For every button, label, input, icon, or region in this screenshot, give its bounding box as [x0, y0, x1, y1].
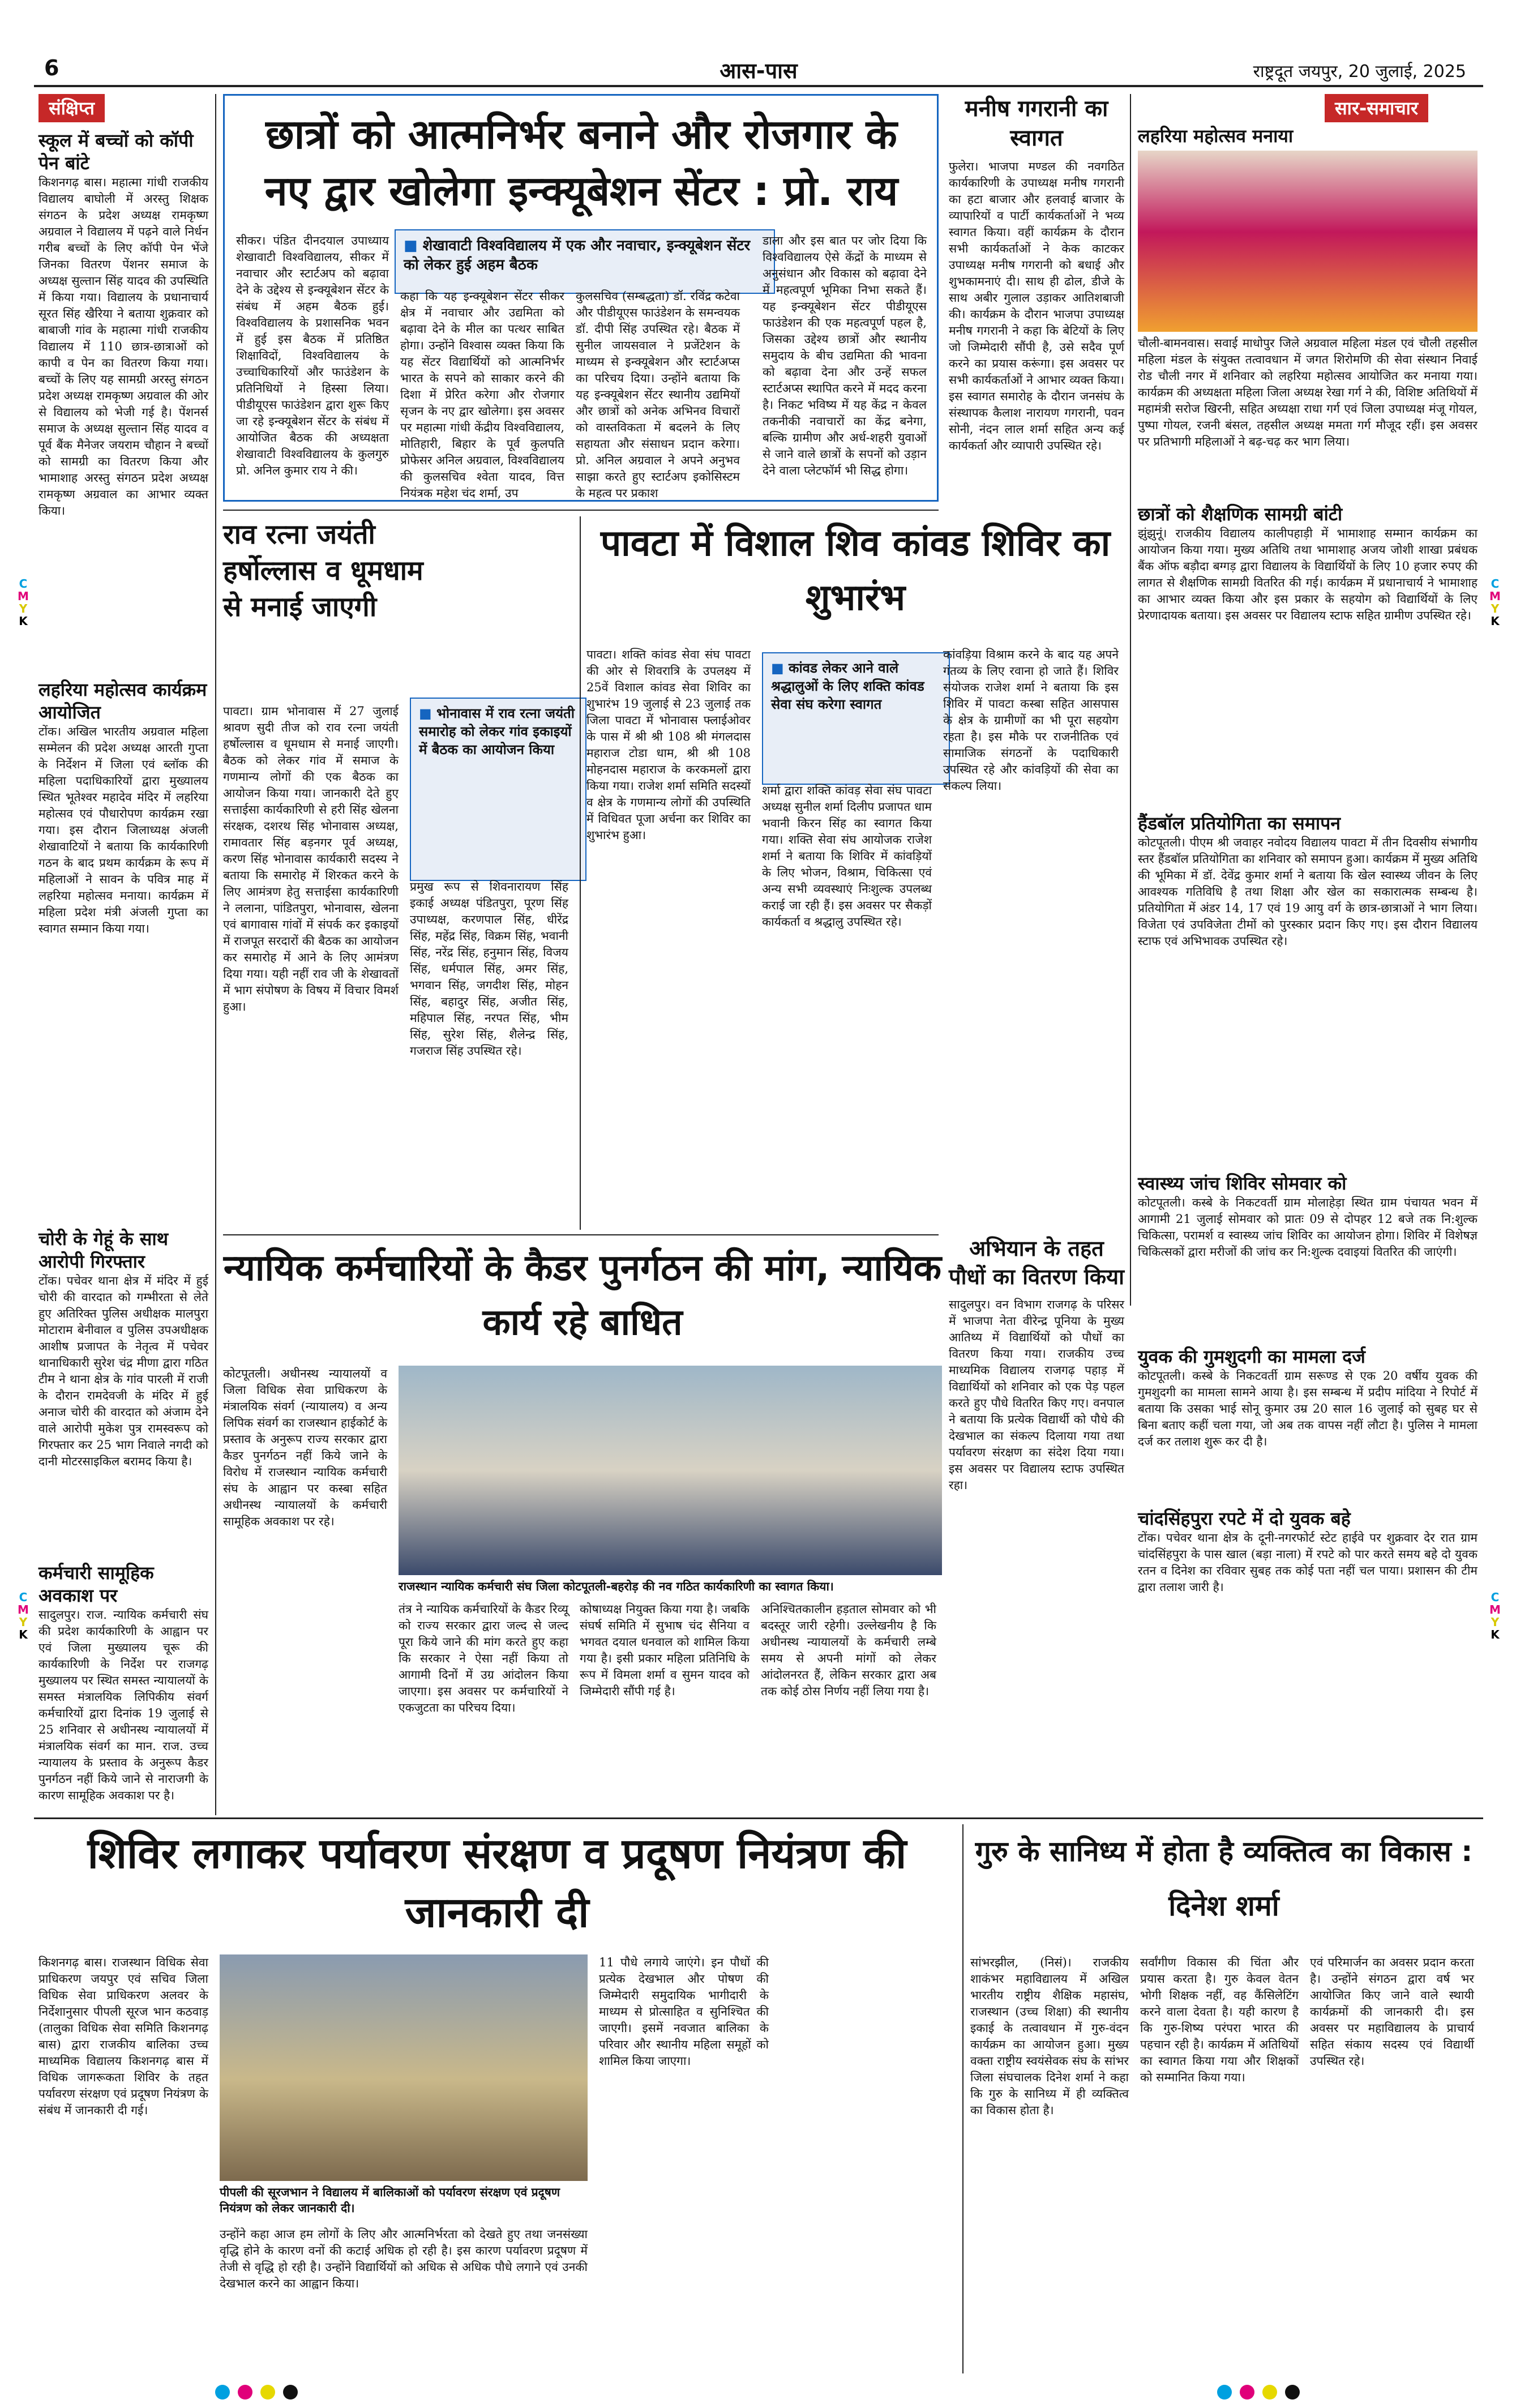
square-bullet-icon: ■ [419, 705, 437, 721]
brief-tag: संक्षिप्त [38, 94, 105, 122]
right-2-body: झुंझुनूं। राजकीय विद्यालय कालीपहाड़ी में भामाशाह सम्मान कार्यक्रम का आयोजन किया गया। मुख्य अतिथि तथा भामाशाह अजय जोशी शाखा प्रबंधक बैंक ऑफ बड़ौदा बग्गड़ द्वारा विद्यालय के विद्यार्थियों के लिए 10 हजार रुपए की लागत से शैक्षणिक सामग्री वितरित की गई। कार्यक्रम में प्रधानाचार्य ने भामाशाह का आभार व्यक्त किया और इस प्रकार के सहयोग को विद्यार्थियों के लिए प्रेरणादायक बताया। इस अवसर पर विद्यालय स्टाफ सहित ग्रामीण उपस्थित रहे। [1138, 527, 1478, 622]
brief-2-body: टोंक। अखिल भारतीय अग्रवाल महिला सम्मेलन की प्रदेश अध्यक्ष आरती गुप्ता के निर्देशन में जिला एवं ब्लॉक की महिला पदाधिकारियों द्वारा मुख्यालय स्थित भूतेश्वर महादेव मंदिर में लहरिया महोत्सव एवं पौधारोपण कार्यक्रम रखा गया। इस दौरान जिलाध्यक्ष अंजली शेखावाटियों ने बताया कि कार्यकारिणी गठन के बाद प्रथम कार्यक्रम के रूप में महिलाओं ने सावन के पवित्र माह में लहरिया महोत्सव मनाया। कार्यक्रम में महिला प्रदेश मंत्री अंजली गुप्ता का स्वागत सम्मान किया गया। [38, 725, 208, 935]
lead-story [223, 94, 939, 502]
brief-4-title: कर्मचारी सामूहिक अवकाश पर [38, 1562, 154, 1606]
brief-1-title: स्कूल में बच्चों को कॉपी पेन बांटे [38, 130, 194, 174]
judicial-col-4: अनिश्चितकालीन हड़ताल सोमवार को भी बदस्तूर जारी रहेगी। उल्लेखनीय है कि अधीनस्थ न्यायालयों के कर्मचारी लम्बे समय से अपनी मांगों को लेकर आंदोलनरत हैं, लेकिन सरकार द्वारा अब तक कोई ठोस निर्णय नहीं लिया गया है। [761, 1602, 936, 1698]
manish-body: फुलेरा। भाजपा मण्डल की नवगठित कार्यकारिणी के उपाध्यक्ष मनीष गगरानी का हटा बाजार और हलवाई बाजार के व्यापारियों व पार्टी कार्यकर्ताओं ने भव्य स्वागत किया। वहीं कार्यक्रम के दौरान सभी कार्यकर्ताओं ने केक काटकर उपाध्यक्ष मनीष गगरानी को बधाई और शुभकामनाएं दी। साथ ही ढोल, डीजे के साथ अबीर गुलाल उड़ाकर आतिशबाजी की। कार्यक्रम के दौरान भाजपा उपाध्यक्ष मनीष गगरानी ने कहा कि बेटियों के लिए जो जिम्मेदारी सौंपी है, उसे सदैव पूर्ण करने का प्रयास करूंगा। इस अवसर पर सभी कार्यकर्ताओं ने आभार व्यक्त किया। इस स्वागत समारोह के दौरान जनसंघ के संस्थापक कैलाश नारायण गगरानी, पवन सोनी, नंदन लाल शर्मा सहित अन्य कई कार्यकर्ता और व्यापारी उपस्थित रहे। [949, 160, 1124, 452]
right-2-title: छात्रों को शैक्षणिक सामग्री बांटी [1138, 503, 1343, 525]
plants-story [949, 1234, 1124, 1800]
env-headline: शिविर लगाकर पर्यावरण संरक्षण व प्रदूषण नियंत्रण की जानकारी दी [87, 1829, 907, 1937]
mid-rule-2 [223, 1234, 939, 1235]
brief-4-body: सादुलपुर। राज. न्यायिक कर्मचारी संघ की प्रदेश कार्यकारिणी के आह्वान पर एवं जिला मुख्यालय चूरू की कार्यकारिणी के निर्देश पर राजगढ़ मुख्यालय पर स्थित समस्त न्यायालयों के समस्त मंत्रालयिक लिपिकीय संवर्ग कर्मचारियों द्वारा दिनांक 19 जुलाई से 25 शनिवार से अधीनस्थ न्यायालयों में मंत्रालयिक संवर्ग का मान. राज. उच्च न्यायालय के प्रस्ताव के अनुरूप कैडर पुनर्गठन नहीं किये जाने से नाराजगी के कारण सामूहिक अवकाश पर है। [38, 1608, 208, 1802]
pawata-story [586, 516, 1124, 1230]
right-3-title: हैंडबॉल प्रतियोगिता का समापन [1138, 812, 1341, 834]
pawata-subhead [762, 652, 950, 785]
left-column [38, 94, 208, 1804]
lead-col-4: डाला और इस बात पर जोर दिया कि विश्वविद्यालय ऐसे केंद्रों के माध्यम से अनुसंधान और विकास को बढ़ावा देने में महत्वपूर्ण भूमिका निभा सकते हैं। यह इन्क्यूबेशन सेंटर पीडीयूएस फाउंडेशन की एक महत्वपूर्ण पहल है, जिसका उद्देश्य छात्रों और स्थानीय समुदाय के बीच उद्यमिता की भावना को बढ़ावा देना और उन्हें सफल स्टार्टअप्स स्थापित करने में मदद करना है। निकट भविष्य में यह केंद्र न केवल तकनीकी नवाचारों का केंद्र बनेगा, बल्कि ग्रामीण और अर्ध-शहरी युवाओं से जाने वाले छात्रों के सपनों को उड़ान देने वाला प्लेटफॉर्म भी सिद्ध होगा। [763, 234, 927, 477]
registration-dot-yellow [260, 2385, 275, 2400]
right-5-title: युवक की गुमशुदगी का मामला दर्ज [1138, 1346, 1365, 1367]
guru-story [970, 1824, 1478, 2379]
right-5-body: कोटपूतली। कस्बे के निकटवर्ती ग्राम सरूण्ड से एक 20 वर्षीय युवक की गुमशुदगी का मामला सामने आया है। इस सम्बन्ध में प्रदीप मांदिया ने रिपोर्ट में बताया कि उसका भाई सोनू कुमार उम्र 20 साल 16 जुलाई को सुबह घर से बिना बताए कहीं चला गया, जो अब तक वापस नहीं लौटा है। पुलिस ने मामला दर्ज कर तलाश शुरू कर दी है। [1138, 1369, 1478, 1448]
right-4-title: स्वास्थ्य जांच शिविर सोमवार को [1138, 1173, 1347, 1194]
brief-1-body: किशनगढ़ बास। महात्मा गांधी राजकीय विद्यालय बाघोली में अरस्तु शिक्षक संगठन के प्रदेश अध्यक्ष रामकृष्ण अग्रवाल ने विद्यालय में पढ़ने वाले निर्धन गरीब बच्चों के लिए कॉपी पेन भेंजे जिनका वितरण पेंशनर समाज के अध्यक्ष सुल्तान सिंह यादव की उपस्थिति में किया गया। विद्यालय के प्रधानाचार्य सूरत सिंह खैरिया ने बताया शुक्रवार को बाबाजी गांव के महात्मा गांधी राजकीय विद्यालय में 110 छात्र-छात्राओं को कापी व पेन का वितरण किया गया। बच्चों के लिए यह सामग्री अरस्तु संगठन प्रदेश अध्यक्ष रामकृष्ण अग्रवाल की ओर से विद्यालय को भेजी गई है। पेंशनर्स समाज के अध्यक्ष सुल्तान सिंह यादव व पूर्व बैंक मैनेजर जयराम चौहान ने बच्चों को सामग्री का वितरण किया और भामाशाह अरस्तु संगठन प्रदेश अध्यक्ष रामकृष्ण अग्रवाल का आभार व्यक्त किया। [38, 176, 208, 517]
mid-rule-1 [223, 510, 939, 511]
left-col-rule [215, 94, 216, 1815]
cmyk-marks-right-lower: C M Y K [1489, 1590, 1501, 1641]
env-caption: पीपली की सूरजभान ने विद्यालय में बालिकाओं को पर्यावरण संरक्षण एवं प्रदूषण नियंत्रण को लेकर जानकारी दी। [220, 2185, 560, 2215]
cmyk-marks-right: C M Y K [1489, 577, 1501, 628]
cmyk-marks-left: C M Y K [18, 577, 29, 628]
env-story [38, 1824, 956, 2379]
right-1-body: चौली-बामनवास। सवाई माधोपुर जिले अग्रवाल महिला मंडल एवं चौली तहसील महिला मंडल के संयुक्त तत्वावधान में जगत शिरोमणि की सेवा संस्थान निवाई रोड चौली नगर में शनिवार को लहरिया महोत्सव आयोजित कर मनाया गया। कार्यक्रम की अध्यक्षता महिला जिला अध्यक्ष रेखा गर्ग ने की, विशिष्ट अतिथियों में महामंत्री सरोज खिरनी, सहित अध्यक्षा राधा गर्ग एवं जिला उपाध्यक्ष मंजू गोयल, पुष्पा गोयल, रजनी बंसल, तहसील अध्यक्ष ममता गर्ग मौजूद रहीं। इस अवसर पर प्रतिभागी महिलाओं ने बढ़-चढ़ कर भाग लिया। [1138, 336, 1478, 448]
brief-3-title: चोरी के गेहूं के साथ आरोपी गिरफ्तार [38, 1228, 169, 1272]
rao-body-2: प्रमुख रूप से शिवनारायण सिंह इकाई अध्यक्ष पंडितपुरा, पूरण सिंह उपाध्यक्ष, करणपाल सिंह, धीरेंद्र सिंह, महेंद्र सिंह, विक्रम सिंह, भवानी सिंह, नरेंद्र सिंह, हनुमान सिंह, विजय सिंह, धर्मपाल सिंह, अमर सिंह, भगवान सिंह, जगदीश सिंह, मोहन सिंह, बहादुर सिंह, अजीत सिंह, महिपाल सिंह, नरपत सिंह, भीम सिंह, सुरेश सिंह, शैलेन्द्र सिंह, गजराज सिंह उपस्थित रहे। [410, 880, 568, 1058]
rao-headline: राव रत्ना जयंती हर्षोल्लास व धूमधाम से मनाई जाएगी [223, 519, 423, 623]
pawata-col-3: कांवड़िया विश्राम करने के बाद यह अपने गंतव्य के लिए रवाना हो जाते हैं। शिविर संयोजक राजेश शर्मा ने बताया कि इस शिविर में पावटा कस्बा सहित आसपास के क्षेत्र के ग्रामीणों का भी पूरा सहयोग रहता है। इस मौके पर राजनीतिक एवं सामाजिक संगठनों के पदाधिकारी उपस्थित रहे और कांवड़ियों की सेवा का संकल्प लिया। [943, 648, 1119, 793]
news-summary-tag: सार-समाचार [1325, 94, 1428, 122]
pawata-col-2: शर्मा द्वारा शक्ति कांवड़ सेवा संघ पावटा अध्यक्ष सुनील शर्मा दिलीप प्रजापत धाम भवानी किरन सिंह का स्वागत किया गया। शक्ति सेवा संघ आयोजक राजेश शर्मा ने बताया कि शिविर में कांवड़ियों के लिए भोजन, विश्राम, चिकित्सा एवं अन्य सभी व्यवस्थाएं निःशुल्क उपलब्ध कराई जा रही हैं। इस अवसर पर सैकड़ों कार्यकर्ता व श्रद्धालु उपस्थित रहे। [762, 784, 932, 929]
registration-dot-magenta-2 [1240, 2385, 1254, 2400]
registration-dot-black-2 [1285, 2385, 1300, 2400]
manish-story [949, 94, 1124, 581]
rao-story [223, 516, 574, 1230]
judicial-caption: राजस्थान न्यायिक कर्मचारी संघ जिला कोटपूतली-बहरोड़ की नव गठित कार्यकारिणी का स्वागत किया। [399, 1580, 834, 1593]
rao-body: पावटा। ग्राम भोनावास में 27 जुलाई श्रावण सुदी तीज को राव रत्ना जयंती हर्षोल्लास व धूमधाम से मनाई जाएगी। बैठक को लेकर गांव में समाज के गणमान्य लोगों की एक बैठक का आयोजन किया गया। जानकारी देते हुए सत्ताईसा कार्यकारिणी से हरी सिंह खेलना संरक्षक, दशरथ सिंह भोनावास अध्यक्ष, रामावतार सिंह बड़नगर पूर्व अध्यक्ष, करण सिंह भोनावास कार्यकारी सदस्य ने बताया कि समारोह में शिरकत करने के लिए आमंत्रण हेतु सत्ताईसा कार्यकारिणी ने ललाना, पांडितपुरा, भोनावास, खेलना एवं बागावास गांवों में संपर्क कर इकाइयों में राजपूत सरदारों की बैठक का आयोजन कर समारोह में आने के लिए आमंत्रण दिया गया। यही नहीं राव जी के शेखावतों में भाग संपोषण के विषय में विचार विमर्श हुआ। [223, 704, 399, 1013]
paper-dateline: राष्ट्रदूत जयपुर, 20 जुलाई, 2025 [1253, 62, 1466, 82]
lead-subhead [395, 229, 775, 294]
judicial-col-1: कोटपूतली। अधीनस्थ न्यायालयों व जिला विधिक सेवा प्राधिकरण के मंत्रालयिक संवर्ग (न्यायालय) व अन्य लिपिक संवर्ग का राजस्थान हाईकोर्ट के प्रस्ताव के अनुरूप राज्य सरकार द्वारा कैडर पुनर्गठन नहीं किये जाने के विरोध में राजस्थान न्यायिक कर्मचारी संघ के आह्वान पर कस्बा सहित अधीनस्थ न्यायालयों के कर्मचारी सामूहिक अवकाश पर रहे। [223, 1367, 387, 1528]
right-column [1138, 94, 1478, 1804]
bottom-rule [34, 1817, 1483, 1819]
manish-rule [1130, 94, 1131, 1306]
registration-dot-black [283, 2385, 298, 2400]
judicial-col-2: तंत्र ने न्यायिक कर्मचारियों के कैडर रिव्यू को राज्य सरकार द्वारा जल्द से जल्द पूरा किये जाने की मांग करते हुए कहा कि सरकार ने ऐसा नहीं किया तो आगामी दिनों में उग्र आंदोलन किया जाएगा। इस अवसर पर कर्मचारियों ने एकजुटता का परिचय दिया। [399, 1602, 568, 1714]
right-6-title: चांदसिंहपुरा रपटे में दो युवक बहे [1138, 1508, 1351, 1529]
judicial-headline: न्यायिक कर्मचारियों के कैडर पुनर्गठन की मांग, न्यायिक कार्य रहे बाधित [223, 1247, 942, 1344]
pawata-col-1: पावटा। शक्ति कांवड सेवा संघ पावटा की ओर से शिवरात्रि के उपलक्ष्य में 25वें विशाल कांवड सेवा शिविर का शुभारंभ 19 जुलाई से 23 जुलाई तक जिला पावटा में भोनावास फ्लाईओवर के पास में श्री श्री 108 श्री मंगलदास महाराज टोडा धाम, श्री श्री 108 मोहनदास महाराज के करकमलों द्वारा किया गया। राजेश शर्मा समिति सदस्यों व क्षेत्र के गणमान्य लोगों की उपस्थिति में विधिवत पूजा अर्चना कर शिविर का शुभारंभ हुआ। [586, 648, 751, 842]
plants-body: सादुलपुर। वन विभाग राजगढ़ के परिसर में भाजपा नेता वीरेन्द्र पूनिया के मुख्य आतिथ्य में विद्यार्थियों को पौधों का वितरण किया गया। राजकीय उच्च माध्यमिक विद्यालय राजगढ़ पहाड़ में विद्यार्थियों को शनिवार को एक पेड़ पहल करते हुए पौधे वितरित किए गए। वनपाल ने बताया कि प्रत्येक विद्यार्थी को पौधे की देखभाल का संकल्प दिलाया गया तथा पर्यावरण संरक्षण का संदेश दिया गया। इस अवसर पर विद्यालय स्टाफ उपस्थित रहा। [949, 1298, 1124, 1492]
lead-col-3: कुलसचिव (सम्बद्धता) डॉ. रविंद्र कटेवा और पीडीयूएस फाउंडेशन के समन्वयक डॉ. दीपी सिंह उपस्थित रहे। बैठक में सुनील जायसवाल ने प्रजेंटेशन के माध्यम से इन्क्यूबेशन और स्टार्टअप्स का परिचय दिया। उन्होंने बताया कि यह इन्क्यूबेशन सेंटर स्थानीय उद्यमियों और छात्रों को अनेक अभिनव विचारों को वास्तविकता में बदलने के लिए सहायता और संसाधन प्रदान करेगा। प्रो. अनिल अग्रवाल ने अपने अनुभव साझा करते हुए स्टार्टअप इकोसिस्टम के महत्व पर प्रकाश [576, 289, 740, 500]
env-photo [220, 1954, 588, 2181]
registration-dot-cyan-2 [1217, 2385, 1232, 2400]
cmyk-marks-left-lower: C M Y K [18, 1590, 29, 1641]
lead-col-2: कहा कि यह इन्क्यूबेशन सेंटर सीकर क्षेत्र में नवाचार और उद्यमिता को बढ़ावा देने के मील का पत्थर साबित होगा। उन्होंने विश्वास व्यक्त किया कि यह सेंटर विद्यार्थियों को आत्मनिर्भर भारत के सपने को साकार करने की दिशा में प्रेरित करेगा और रोजगार सृजन के नए द्वार खोलेगा। इस अवसर पर महात्मा गांधी केंद्रीय विश्वविद्यालय, मोतिहारी, बिहार के पूर्व कुलपति प्रोफेसर अनिल अग्रवाल, विश्वविद्यालय की कुलसचिव श्वेता यादव, वित्त नियंत्रक महेश चंद शर्मा, उप [400, 289, 564, 500]
env-col-1: किशनगढ़ बास। राजस्थान विधिक सेवा प्राधिकरण जयपुर एवं सचिव जिला विधिक सेवा प्राधिकरण अलवर के निर्देशानुसार पीपली सूरज भान कठवाड़ (तालुका विधिक सेवा समिति किशनगढ़ बास) द्वारा राजकीय बालिका उच्च माध्यमिक विद्यालय किशनगढ़ बास में विधिक जागरूकता शिविर के तहत पर्यावरण संरक्षण एवं प्रदूषण नियंत्रण के संबंध में जानकारी दी गई। [38, 1956, 208, 2117]
rao-rule [580, 516, 581, 1230]
right-4-body: कोटपूतली। कस्बे के निकटवर्ती ग्राम मोलाहेड़ा स्थित ग्राम पंचायत भवन में आगामी 21 जुलाई सोमवार को प्रातः 09 से दोपहर 12 बजे तक नि:शुल्क चिकित्सा, परामर्श व स्वास्थ्य जांच शिविर का आयोजन होगा। शिविर में विशेषज्ञ चिकित्सकों द्वारा मरीजों की जांच कर नि:शुल्क दवाइयां वितरित की जाएंगी। [1138, 1196, 1478, 1259]
rao-subhead [410, 698, 586, 881]
right-6-body: टोंक। पचेवर थाना क्षेत्र के दूनी-नगरफोर्ट स्टेट हाईवे पर शुक्रवार देर रात ग्राम चांदसिंहपुरा के पास खाल (बड़ा नाला) में रपटे को पार करते समय बहे दो युवक रतन व दिनेश का रविवार सुबह तक कोई पता नहीं चल पाया। प्रशासन की टीम द्वारा तलाश जारी है। [1138, 1531, 1478, 1594]
registration-dot-magenta [238, 2385, 252, 2400]
judicial-story [223, 1241, 942, 1807]
square-bullet-icon: ■ [771, 660, 789, 676]
bottom-divider [962, 1824, 963, 2373]
section-name: आस-पास [720, 58, 798, 83]
rao-subhead-text: भोनावास में राव रत्ना जयंती समारोह को लेकर गांव इकाइयों में बैठक का आयोजन किया [419, 705, 575, 758]
manish-headline: मनीष गगरानी का स्वागत [965, 96, 1108, 151]
registration-dot-yellow-2 [1262, 2385, 1277, 2400]
guru-col-3: एवं परिमार्जन का अवसर प्रदान करता है। उन्होंने संगठन द्वारा वर्ष भर आयोजित किए जाने वाले स्थायी कार्यक्रमों की जानकारी दी। इस अवसर पर महाविद्यालय के प्राचार्य सहित संकाय सदस्य एवं विद्यार्थी उपस्थित रहे। [1310, 1956, 1474, 2068]
lead-subhead-text: शेखावाटी विश्वविद्यालय में एक और नवाचार, इन्क्यूबेशन सेंटर को लेकर हुई अहम बैठक [404, 237, 751, 273]
header-rule [34, 85, 1483, 87]
lahariya-photo [1138, 151, 1478, 332]
guru-col-1: सांभरझील, (निसं)। राजकीय शाकंभर महाविद्यालय में अखिल भारतीय राष्ट्रीय शैक्षिक महासंघ, राजस्थान (उच्च शिक्षा) की स्थानीय इकाई के तत्वावधान में गुरु-वंदन कार्यक्रम का आयोजन हुआ। मुख्य वक्ता राष्ट्रीय स्वयंसेवक संघ के सांभर जिला संघचालक दिनेश शर्मा ने कहा कि गुरु के सानिध्य में ही व्यक्तित्व का विकास होता है। [970, 1956, 1129, 2117]
right-1-title: लहरिया महोत्सव मनाया [1138, 125, 1294, 147]
judicial-col-3: कोषाध्यक्ष नियुक्त किया गया है। जबकि संघर्ष समिति में सुभाष चंद सैनिया व भगवत दयाल धनवाल को शामिल किया गया है। इसी प्रकार महिला प्रतिनिधि के रूप में विमला शर्मा व सुमन यादव को जिम्मेदारी सौंपी गई है। [580, 1602, 750, 1698]
lead-headline: छात्रों को आत्मनिर्भर बनाने और रोजगार के नए द्वार खोलेगा इन्क्यूबेशन सेंटर : प्रो. राय [264, 110, 898, 215]
pawata-headline: पावटा में विशाल शिव कांवड शिविर का शुभारंभ [600, 523, 1111, 619]
square-bullet-icon: ■ [404, 237, 423, 254]
guru-headline: गुरु के सानिध्य में होता है व्यक्तित्व का विकास : दिनेश शर्मा [975, 1835, 1473, 1922]
lead-col-1: सीकर। पंडित दीनदयाल उपाध्याय शेखावाटी विश्वविद्यालय, सीकर में नवाचार और स्टार्टअप को बढ़ावा देने के उद्देश्य से इन्क्यूबेशन सेंटर के संबंध में अहम बैठक हुई। विश्वविद्यालय के प्रशासनिक भवन में हुई इस बैठक में प्रतिष्ठित शिक्षाविदों, विश्वविद्यालय के उच्चाधिकारियों और फाउंडेशन के प्रतिनिधियों ने हिस्सा लिया। पीडीयूएस फाउंडेशन द्वारा शुरू किए जा रहे इन्क्यूबेशन सेंटर के संबंध में आयोजित बैठक की अध्यक्षता शेखावाटी विश्वविद्यालय के कुलगुरु प्रो. अनिल कुमार राय ने की। [236, 234, 389, 477]
judicial-photo [399, 1366, 942, 1575]
plants-headline: अभियान के तहत पौधों का वितरण किया [949, 1236, 1124, 1289]
registration-dot-cyan [215, 2385, 230, 2400]
env-col-3: 11 पौधे लगाये जाएंगे। इन पौधों की प्रत्येक देखभाल और पोषण की जिम्मेदारी समुदायिक भागीदारी के माध्यम से प्रोत्साहित व सुनिश्चित की जाएगी। इसमें नवजात बालिका के परिवार और स्थानीय महिला समूहों को शामिल किया जाएगा। [599, 1956, 769, 2068]
env-col-2: उन्होंने कहा आज हम लोगों के लिए और आत्मनिर्भरता को देखते हुए तथा जनसंख्या वृद्धि होने के कारण वनों की कटाई अधिक हो रही है। इस कारण पर्यावरण प्रदूषण में तेजी से वृद्धि हो रही है। उन्होंने विद्यार्थियों को अधिक से अधिक पौधे लगाने एवं उनकी देखभाल करने का आह्वान किया। [220, 2227, 588, 2290]
page-number: 6 [44, 55, 59, 80]
brief-3-body: टोंक। पचेवर थाना क्षेत्र में मंदिर में हुई चोरी की वारदात को गम्भीरता से लेते हुए अतिरिक्त पुलिस अधीक्षक मालपुरा मोटाराम बेनीवाल व पुलिस उपअधीक्षक आशीष प्रजापत के नेतृत्व में पचेवर थानाधिकारी सुरेश चंद्र मीणा द्वारा गठित टीम ने थाना क्षेत्र के गांव पारली में राजी के दौरान रामदेवजी के मंदिर में हुई अनाज चोरी की वारदात को अंजाम देने वाले आरोपी मुकेश पुत्र रामस्वरूप को गिरफ्तार कर 25 भाग निवाले नगदी को दानी मोटरसाइकिल बरामद किया है। [38, 1274, 208, 1468]
right-3-body: कोटपूतली। पीएम श्री जवाहर नवोदय विद्यालय पावटा में तीन दिवसीय संभागीय स्तर हैंडबॉल प्रतियोगिता का शनिवार को समापन हुआ। कार्यक्रम में मुख्य अतिथि की भूमिका में डॉ. देवेंद्र कुमार शर्मा ने बताया कि खेल स्वास्थ्य जीवन के लिए आवश्यक गतिविधि है तथा शिक्षा और खेल का सकारात्मक सम्बन्ध है। प्रतियोगिता में अंडर 14, 17 एवं 19 आयु वर्ग के छात्र-छात्राओं ने भाग लिया। विजेता एवं उपविजेता टीमों को पुरस्कार प्रदान किए गए। इस दौरान विद्यालय स्टाफ एवं अभिभावक उपस्थित रहे। [1138, 836, 1478, 948]
guru-col-2: सर्वांगीण विकास की चिंता और प्रयास करता है। गुरु केवल वेतन भोगी शिक्षक नहीं, वह कैंसिलेटिंग करने वाला देवता है। यही कारण है कि गुरु-शिष्य परंपरा भारत की पहचान रही है। कार्यक्रम में अतिथियों का स्वागत किया गया और शिक्षकों को सम्मानित किया गया। [1140, 1956, 1299, 2084]
brief-2-title: लहरिया महोत्सव कार्यक्रम आयोजित [38, 679, 207, 723]
pawata-subhead-text: कांवड लेकर आने वाले श्रद्धालुओं के लिए शक्ति कांवड सेवा संघ करेगा स्वागत [771, 660, 924, 712]
